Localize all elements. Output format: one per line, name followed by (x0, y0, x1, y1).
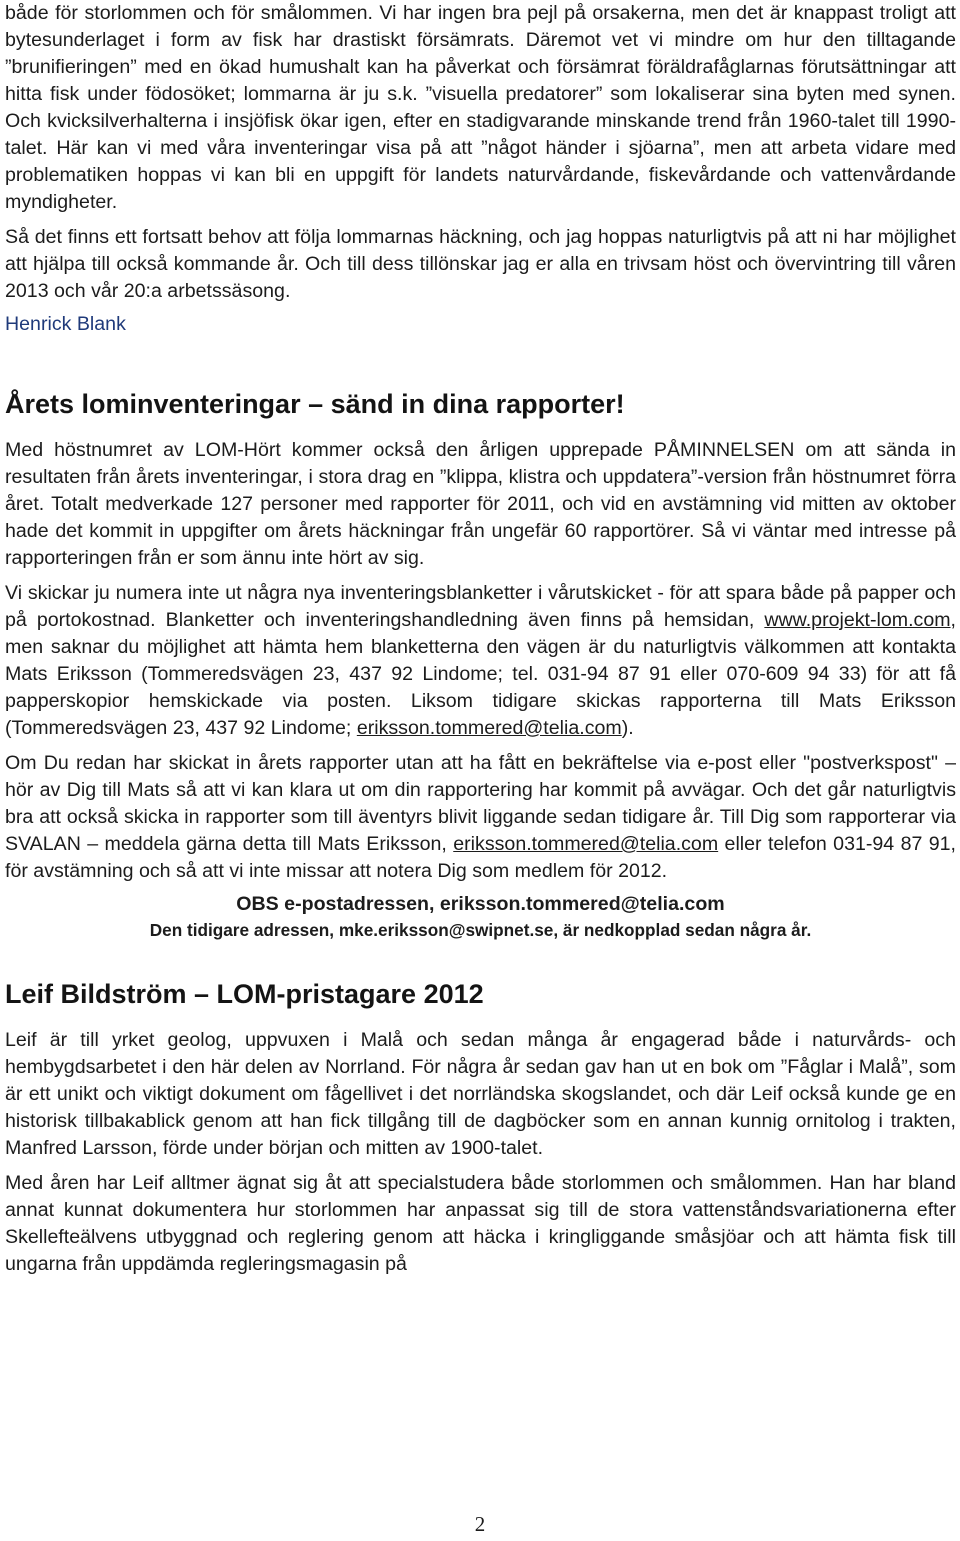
section-heading-leif-bildstrom: Leif Bildström – LOM-pristagare 2012 (5, 979, 484, 1009)
obs-line-2: Den tidigare adressen, mke.eriksson@swipnet.se, är nedkopplad sedan några år. (149, 920, 812, 940)
lom-paragraph-3 (5, 750, 956, 885)
lom-p2-text-c: ). (621, 717, 634, 739)
obs-notice (5, 891, 956, 942)
leif-paragraph-2: Med åren har Leif alltmer ägnat sig åt att specialstudera både storlommen och smålommen. Han har bland annat kunnat dokumentera hur storlommen har anpassat sig till de stora vattenståndsvariationerna efter Skellefteälvens utbyggnad och reglering genom att häcka i kringliggande småsjöar och att hämta fisk till ungarna från uppdämda regleringsmagasin på (5, 1172, 956, 1275)
page-number: 2 (474, 1512, 486, 1536)
website-link[interactable]: www.projekt-lom.com (764, 609, 951, 631)
lom-p2-text-a: Vi skickar ju numera inte ut några nya inventeringsblanketter i vårutskicket - för att spara både på papper och på portokostnad. Blanketter och inventeringshandledning även finns på hemsidan, (5, 582, 956, 631)
email-link[interactable]: eriksson.tommered@telia.com (356, 717, 622, 739)
lom-p3-text-a: Om Du redan har skickat in årets rapporter utan att ha fått en bekräftelse via e-post eller "postverkspost" – hör av Dig till Mats så att vi kan klara ut om din rapportering har kommit på avvägar. Och det går naturligtvis bra att också skicka in rapporter som till äventyrs blivit liggande sedan tidigare år. Till Dig som rapporterar via SVALAN – meddela gärna detta till Mats Eriksson, (5, 752, 956, 855)
intro-paragraph-2: Så det finns ett fortsatt behov att följa lommarnas häckning, och jag hoppas naturligtvis på att ni har möjlighet att hjälpa till också kommande år. Och till dess tillönskar jag er alla en trivsam höst och övervintring till våren 2013 och vår 20:a arbetssäsong. (5, 226, 956, 302)
lom-paragraph-2 (5, 580, 956, 742)
lom-p2-text-b: , men saknar du möjlighet att hämta hem blanketterna den vägen är du naturligtvis välkommen att kontakta Mats Eriksson (Tommeredsvägen 23, 437 92 Lindome; tel. 031-94 87 91 eller 070-609 94 33) för att få papperskopior hemskickade via posten. Liksom tidigare skickas rapporterna till Mats Eriksson (Tommeredsvägen 23, 437 92 Lindome; (5, 609, 956, 739)
intro-paragraph-1: både för storlommen och för smålommen. Vi har ingen bra pejl på orsakerna, men det är knappast troligt att bytesunderlaget i form av fisk har drastiskt försämrats. Däremot vet vi mindre om hur den tilltagande ”brunifieringen” med en ökad humushalt kan ha påverkat och försämrat föräldrafåglarnas förutsättningar att hitta fisk under födosöket; lommarna är ju s.k. ”visuella predatorer” som lokaliserar sina byten med synen. Och kvicksilverhalterna i insjöfisk ökar igen, efter en stadigvarande minskande trend från 1960-talet till 1990-talet. Här kan vi med våra inventeringar visa på att ”något händer i sjöarna”, men att arbeta vidare med problematiken hoppas vi kan bli en uppgift för landets naturvårdande, fiskevårdande och vattenvårdande myndigheter. (5, 2, 956, 213)
lom-p3-text-b: eller telefon 031-94 87 91, för avstämning och så att vi inte missar att notera Dig som medlem för 2012. (5, 833, 956, 882)
section-heading-lominventeringar: Årets lominventeringar – sänd in dina rapporter! (5, 389, 625, 419)
email-link[interactable]: eriksson.tommered@telia.com (453, 833, 719, 855)
obs-line-1: OBS e-postadressen, eriksson.tommered@telia.com (236, 893, 725, 915)
lom-paragraph-1: Med höstnumret av LOM-Hört kommer också den årligen upprepade PÅMINNELSEN om att sända in resultaten från årets inventeringar, i stora drag en ”klippa, klistra och uppdatera”-version från höstnumret förra året. Totalt medverkade 127 personer med rapporter för 2011, och vid en avstämning vid mitten av oktober hade det kommit in uppgifter om årets häckningar från ungefär 60 rapportörer. Så vi väntar med intresse på rapporteringen från er som ännu inte hört av sig. (5, 439, 956, 569)
leif-paragraph-1: Leif är till yrket geolog, uppvuxen i Malå och sedan många år engagerad både i naturvårds- och hembygdsarbetet i den här delen av Norrland. För några år sedan gav han ut en bok om ”Fåglar i Malå”, som är ett unikt och viktigt dokument om fågellivet i det norrländska skogslandet, och där Leif också kunde ge en historisk tillbakablick genom att han fick tillgång till de dagböcker som en annan kunnig ornitolog i trakten, Manfred Larsson, förde under början och mitten av 1900-talet. (5, 1029, 956, 1159)
signature: Henrick Blank (5, 313, 126, 335)
